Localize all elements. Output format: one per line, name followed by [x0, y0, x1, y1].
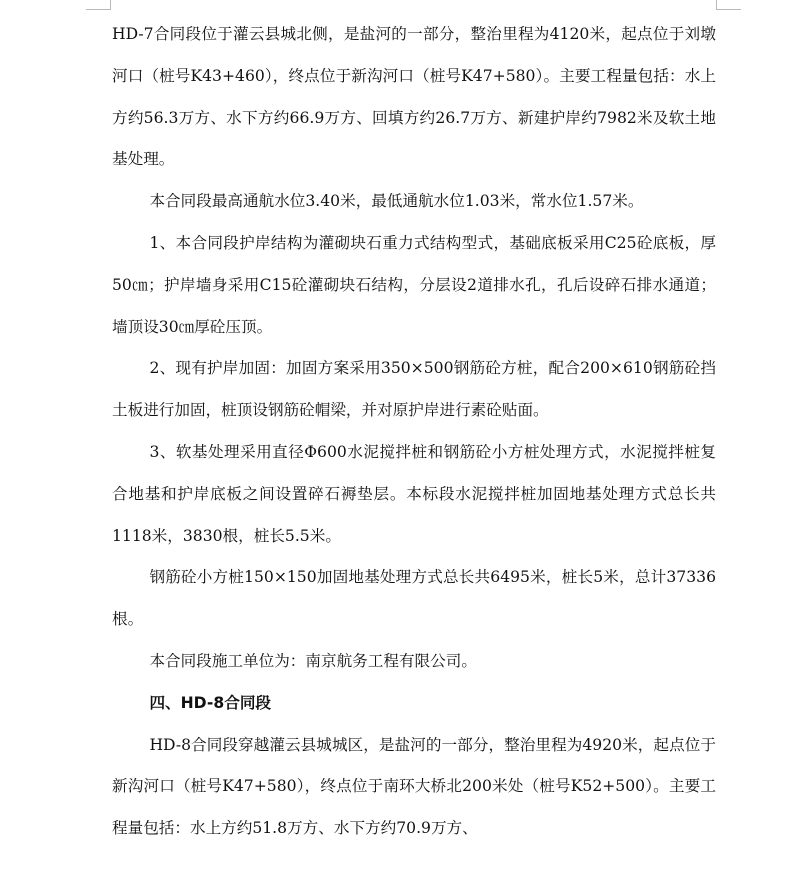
- paragraph-water-levels: 本合同段最高通航水位3.40米，最低通航水位1.03米，常水位1.57米。: [149, 192, 644, 211]
- document-body: [112, 14, 716, 850]
- paragraph-hd8-overview: HD-8合同段穿越灌云县城城区，是盐河的一部分，整治里程为4920米，起点位于新沟河口（桩号K47+580），终点位于南环大桥北200米处（桩号K52+500）。主要工程量包括：水上方约51.8万方、水下方约70.9万方、: [112, 735, 716, 838]
- paragraph-hd7-overview: HD-7合同段位于灌云县城北侧，是盐河的一部分，整治里程为4120米，起点位于刘墩河口（桩号K43+460），终点位于新沟河口（桩号K47+580）。主要工程量包括：水上方约56.3万方、水下方约66.9万方、回填方约26.7万方、新建护岸约7982米及软土地基处理。: [112, 25, 716, 169]
- section-heading-hd8: 四、HD-8合同段: [149, 693, 272, 712]
- page-corner-mark-top-right: [716, 0, 741, 10]
- paragraph-revetment-reinforcement: 2、现有护岸加固：加固方案采用350×500钢筋砼方桩，配合200×610钢筋砼挡土板进行加固，桩顶设钢筋砼帽梁，并对原护岸进行素砼贴面。: [112, 359, 716, 420]
- page-corner-mark-top-left: [86, 0, 111, 10]
- paragraph-contractor: 本合同段施工单位为：南京航务工程有限公司。: [149, 651, 477, 670]
- paragraph-soft-foundation: 3、软基处理采用直径Φ600水泥搅拌桩和钢筋砼小方桩处理方式，水泥搅拌桩复合地基和护岸底板之间设置碎石褥垫层。本标段水泥搅拌桩加固地基处理方式总长共1118米，3830根，桩长5.5米。: [112, 442, 716, 545]
- paragraph-square-piles: 钢筋砼小方桩150×150加固地基处理方式总长共6495米，桩长5米，总计37336根。: [112, 568, 716, 629]
- paragraph-revetment-structure: 1、本合同段护岸结构为灌砌块石重力式结构型式，基础底板采用C25砼底板，厚50㎝；护岸墙身采用C15砼灌砌块石结构，分层设2道排水孔，孔后设碎石排水通道；墙顶设30㎝厚砼压顶。: [112, 233, 716, 336]
